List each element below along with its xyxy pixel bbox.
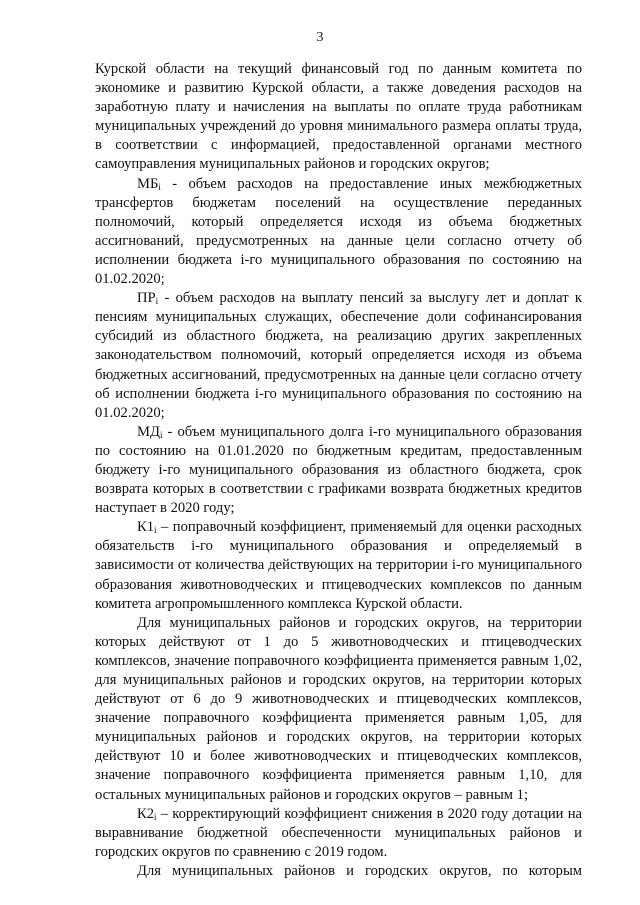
paragraph-text: Курской области на текущий финансовый год по данным комитета по экономике и развитию Курской области, а также доведения расходов на заработную плату и начисления на выплаты по оплате труда работникам муниципальных учреждений до уровня минимального размера оплаты труда, в соответствии с информацией, предоставленной органами местного самоуправления муниципальных районов и городских округов; bbox=[95, 61, 582, 173]
paragraph-mb-definition bbox=[95, 175, 582, 290]
formula-subscript: i bbox=[154, 811, 157, 822]
document-body bbox=[95, 60, 582, 881]
paragraph-text: - объем муниципального долга i-го муниципального образования по состоянию на 01.01.2020 по бюджетным кредитам, предоставленным бюджету i-го муниципального образования из областного бюджета, срок возврата которых в соответствии с графиками возврата бюджетных кредитов наступает в 2020 году; bbox=[95, 423, 582, 517]
paragraph-pr-definition bbox=[95, 289, 582, 423]
paragraph-k1-definition bbox=[95, 518, 582, 613]
paragraph-continuation bbox=[95, 60, 582, 175]
paragraph-next bbox=[95, 862, 582, 881]
paragraph-text: – корректирующий коэффициент снижения в 2020 году дотации на выравнивание бюджетной обеспеченности муниципальных районов и городских округов по сравнению с 2019 годом. bbox=[95, 805, 582, 860]
paragraph-text: – поправочный коэффициент, применяемый для оценки расходных обязательств i-го муниципального образования и определяемый в зависимости от количества действующих на территории i-го муниципального образования животноводческих и птицеводческих комплексов по данным комитета агропромышленного комплекса Курской области. bbox=[95, 519, 582, 612]
paragraph-k1-values bbox=[95, 614, 582, 805]
paragraph-text: - объем расходов на выплату пенсий за выслугу лет и доплат к пенсиям муниципальных служащих, обеспечение доли софинансирования субсидий из областного бюджета, на реализацию других закрепленных законодательством полномочий, который определяется исходя из объема бюджетных ассигнований, предусмотренных на данные цели согласно отчету об исполнении бюджета i-го муниципального образования по состоянию на 01.02.2020; bbox=[95, 290, 582, 421]
formula-symbol: $ПР_i$ bbox=[137, 290, 159, 307]
formula-subscript: i bbox=[159, 429, 163, 440]
paragraph-text: - объем расходов на предоставление иных межбюджетных трансфертов бюджетам поселений на осуществление переданных полномочий, который определяется исходя из объема бюджетных ассигнований, предусмотренных на данные цели согласно отчету об исполнении бюджета i-го муниципального образования по состоянию на 01.02.2020; bbox=[95, 175, 582, 288]
page-number: 3 bbox=[316, 30, 324, 45]
formula-symbol: $К2_i$ bbox=[137, 805, 157, 822]
formula-symbol: $МБ_i$ bbox=[137, 175, 161, 192]
formula-subscript: i bbox=[158, 181, 161, 192]
formula-subscript: i bbox=[154, 525, 157, 536]
paragraph-text: Для муниципальных районов и городских округов, по которым bbox=[137, 862, 582, 879]
paragraph-md-definition bbox=[95, 423, 582, 518]
paragraph-k2-definition bbox=[95, 805, 582, 862]
formula-symbol: $МД_i$ bbox=[137, 423, 163, 440]
formula-symbol: $К1_i$ bbox=[137, 519, 157, 536]
formula-subscript: i bbox=[155, 296, 159, 307]
paragraph-text: Для муниципальных районов и городских округов, на территории которых действуют от 1 до 5 животноводческих и птицеводческих комплексов, значение поправочного коэффициента применяется равным 1,02, для муниципальных районов и городских округов, на территории которых действуют от 6 до 9 животноводческих и птицеводческих комплексов, значение поправочного коэффициента применяется равным 1,05, для муниципальных районов и городских округов, на территории которых действуют 10 и более животноводческих и птицеводческих комплексов, значение поправочного коэффициента применяется равным 1,10, для остальных муниципальных районов и городских округов – равным 1; bbox=[95, 614, 582, 803]
